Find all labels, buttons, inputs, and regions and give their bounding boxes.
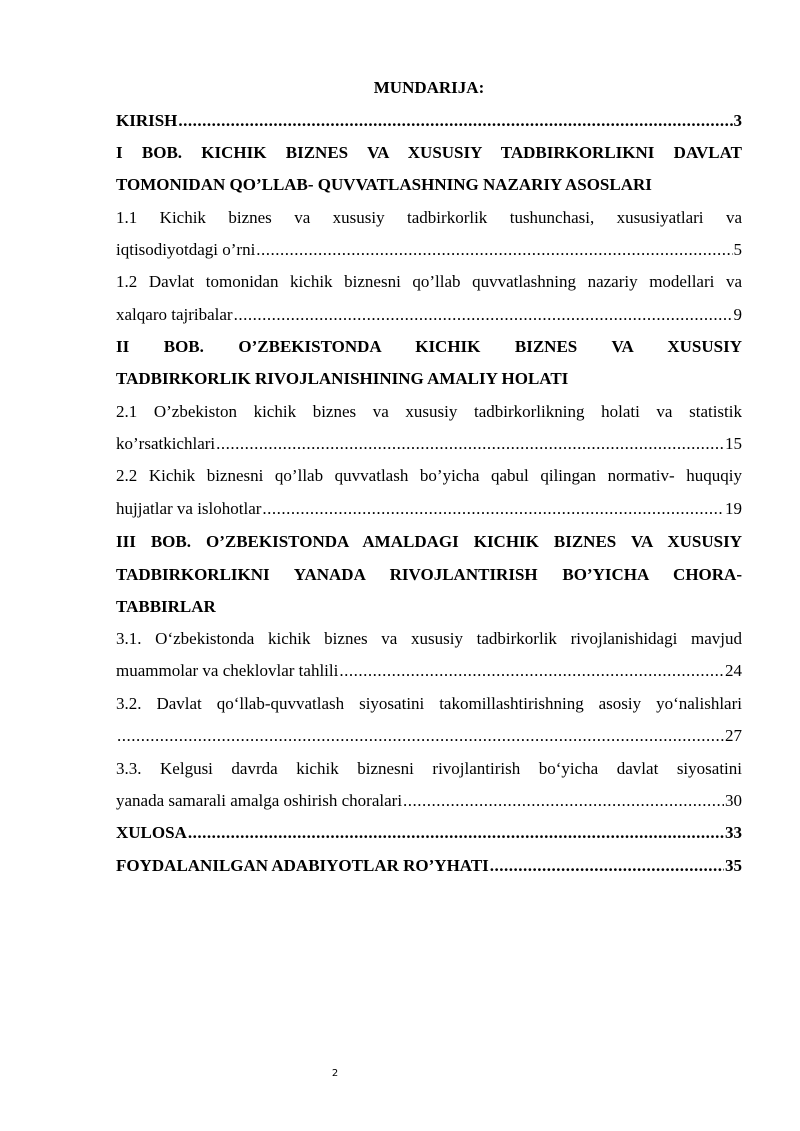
dot-leader xyxy=(256,240,732,260)
toc-entry-3-2 xyxy=(116,726,742,746)
toc-entry-label: xalqaro tajribalar xyxy=(116,305,233,324)
toc-entry-3-1 xyxy=(116,661,742,681)
chapter-1-title-line-2: TOMONIDAN QO’LLAB- QUVVATLASHNING NAZARIY ASOSLARI xyxy=(116,175,652,194)
toc-entry-label: muammolar va cheklovlar tahlili xyxy=(116,661,339,680)
dot-leader xyxy=(403,791,724,811)
toc-page-number: 35 xyxy=(725,856,742,875)
toc-entry-3-2-line-1: 3.2. Davlat qo‘llab-quvvatlash siyosatini takomillashtirishning asosiy yo‘nalishlari xyxy=(116,694,742,713)
chapter-3-title-line-3: TABBIRLAR xyxy=(116,597,216,616)
toc-entry-label: FOYDALANILGAN ADABIYOTLAR RO’YHATI xyxy=(116,856,489,875)
toc-entry-2-1-line-1: 2.1 O’zbekiston kichik biznes va xususiy tadbirkorlikning holati va statistik xyxy=(116,402,742,421)
toc-entry-label: ko’rsatkichlari xyxy=(116,434,216,453)
toc-entry-1-1 xyxy=(116,240,742,260)
toc-entry-1-2 xyxy=(116,305,742,325)
toc-page-number: 33 xyxy=(725,823,742,842)
dot-leader xyxy=(188,823,724,843)
toc-entry-label: iqtisodiyotdagi o’rni xyxy=(116,240,256,259)
chapter-2-title-line-2: TADBIRKORLIK RIVOJLANISHINING AMALIY HOLATI xyxy=(116,369,569,388)
toc-entry-2-2-line-1: 2.2 Kichik biznesni qo’llab quvvatlash bo’yicha qabul qilingan normativ- huquqiy xyxy=(116,466,742,485)
dot-leader xyxy=(234,305,733,325)
toc-entry-label: XULOSA xyxy=(116,823,187,842)
dot-leader xyxy=(117,726,724,746)
chapter-2-title-line-1: II BOB. O’ZBEKISTONDA KICHIK BIZNES VA XUSUSIY xyxy=(116,337,742,356)
toc-page-number: 5 xyxy=(733,240,742,259)
toc-page-number: 3 xyxy=(733,111,742,130)
toc-entry-3-3-line-1: 3.3. Kelgusi davrda kichik biznesni rivojlantirish bo‘yicha davlat siyosatini xyxy=(116,759,742,778)
chapter-3-title-line-1: III BOB. O’ZBEKISTONDA AMALDAGI KICHIK BIZNES VA XUSUSIY xyxy=(116,532,742,551)
toc-entry-kirish xyxy=(116,111,742,131)
toc-entry-label: KIRISH xyxy=(116,111,178,130)
toc-entry-3-3 xyxy=(116,791,742,811)
chapter-3-title-line-2: TADBIRKORLIKNI YANADA RIVOJLANTIRISH BO’YICHA CHORA- xyxy=(116,565,742,584)
toc-entry-2-2 xyxy=(116,499,742,519)
toc-entry-references xyxy=(116,856,742,876)
toc-entry-xulosa xyxy=(116,823,742,843)
toc-entry-1-1-line-1: 1.1 Kichik biznes va xususiy tadbirkorlik tushunchasi, xususiyatlari va xyxy=(116,208,742,227)
dot-leader xyxy=(262,499,724,519)
dot-leader xyxy=(490,856,724,876)
toc-page-number: 30 xyxy=(725,791,742,810)
toc-entry-label: hujjatlar va islohotlar xyxy=(116,499,262,518)
toc-heading: MUNDARIJA: xyxy=(373,78,485,97)
toc-page-number: 15 xyxy=(725,434,742,453)
dot-leader xyxy=(216,434,724,454)
toc-entry-1-2-line-1: 1.2 Davlat tomonidan kichik biznesni qo’llab quvvatlashning nazariy modellari va xyxy=(116,272,742,291)
toc-entry-label: yanada samarali amalga oshirish choralari xyxy=(116,791,403,810)
chapter-1-title-line-1: I BOB. KICHIK BIZNES VA XUSUSIY TADBIRKORLIKNI DAVLAT xyxy=(116,143,742,162)
toc-page-number: 9 xyxy=(733,305,742,324)
toc-page-number: 19 xyxy=(725,499,742,518)
toc-entry-3-1-line-1: 3.1. O‘zbekistonda kichik biznes va xususiy tadbirkorlik rivojlanishidagi mavjud xyxy=(116,629,742,648)
dot-leader xyxy=(339,661,724,681)
toc-page-number: 24 xyxy=(725,661,742,680)
dot-leader xyxy=(178,111,732,131)
toc-page-number: 27 xyxy=(725,726,742,745)
toc-entry-2-1 xyxy=(116,434,742,454)
page-number: 2 xyxy=(331,1068,339,1079)
